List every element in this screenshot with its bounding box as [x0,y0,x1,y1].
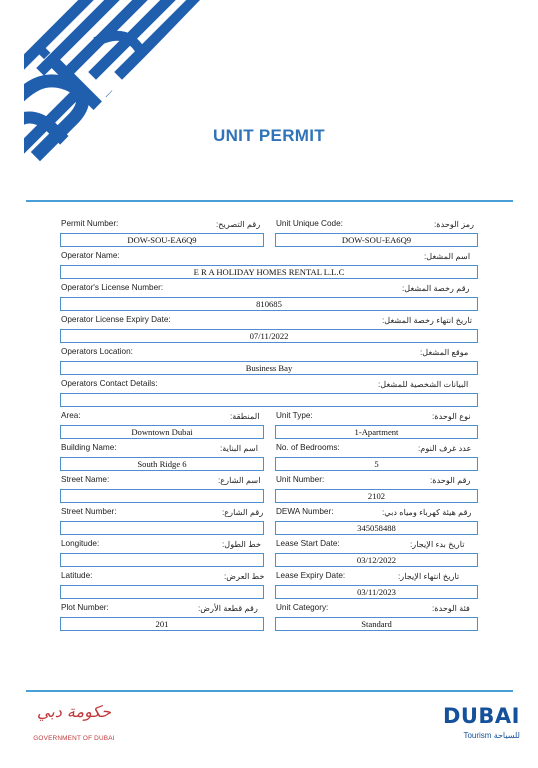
plot-number-label-en: Plot Number: [61,603,109,612]
unit-number-field: 2102 [275,489,478,503]
street-name-label-en: Street Name: [61,475,110,484]
lease-expiry-label-en: Lease Expiry Date: [276,571,346,580]
dewa-number-label-ar: رقم هيئة كهرباء ومياه دبي: [382,508,472,517]
unit-number-label-ar: رقم الوحدة: [430,476,471,485]
field-row [60,329,478,346]
operator-location-label-ar: موقع المشغل: [420,348,469,357]
license-expiry-field: 07/11/2022 [60,329,478,343]
street-name-field [60,489,264,503]
label-row [60,538,478,553]
government-of-dubai-logo [24,700,124,750]
label-row [60,410,478,425]
field-row [60,553,478,570]
license-expiry-label-en: Operator License Expiry Date: [61,315,171,324]
latitude-label-ar: خط العرض: [224,572,265,581]
street-number-label-en: Street Number: [61,507,117,516]
street-number-label-ar: رقم الشارع: [222,508,264,517]
label-row [60,474,478,489]
field-row [60,361,478,378]
operator-name-label-en: Operator Name: [61,251,120,260]
field-row [60,457,478,474]
dewa-number-label-en: DEWA Number: [276,507,334,516]
plot-number-label-ar: رقم قطعة الأرض: [198,604,258,613]
label-row [60,378,478,393]
license-number-label-ar: رقم رخصة المشغل: [402,284,470,293]
latitude-field [60,585,264,599]
longitude-label-en: Longitude: [61,539,100,548]
bedrooms-field: 5 [275,457,478,471]
building-name-label-ar: اسم البناية: [220,444,259,453]
dewa-number-field: 345058488 [275,521,478,535]
unit-code-label-ar: رمز الوحدة: [434,220,475,229]
field-row [60,521,478,538]
unit-type-label-ar: نوع الوحدة: [432,412,471,421]
longitude-label-ar: خط الطول: [222,540,262,549]
field-row [60,265,478,282]
lease-start-label-en: Lease Start Date: [276,539,340,548]
bedrooms-label-ar: عدد غرف النوم: [418,444,472,453]
unit-category-label-ar: فئة الوحدة: [432,604,470,613]
field-row [60,617,478,634]
bedrooms-label-en: No. of Bedrooms: [276,443,340,452]
operator-contact-label-en: Operators Contact Details: [61,379,158,388]
header-divider [26,200,513,202]
field-row [60,585,478,602]
label-row [60,282,478,297]
dubai-calligraphy-logo [0,0,200,190]
street-number-field [60,521,264,535]
unit-type-label-en: Unit Type: [276,411,313,420]
permit-number-label-en: Permit Number: [61,219,119,228]
field-row [60,489,478,506]
field-row [60,297,478,314]
page-title: UNIT PERMIT [213,126,325,145]
area-label-ar: المنطقة: [230,412,260,421]
operator-location-field: Business Bay [60,361,478,375]
label-row [60,314,478,329]
unit-code-field: DOW-SOU-EA6Q9 [275,233,478,247]
lease-expiry-field: 03/11/2023 [275,585,478,599]
label-row [60,602,478,617]
unit-type-field: 1-Apartment [275,425,478,439]
operator-contact-label-ar: البيانات الشخصية للمشغل: [378,380,469,389]
tourism-subtitle [463,731,520,740]
tourism-sub-en: Tourism [463,731,492,740]
operator-location-label-en: Operators Location: [61,347,133,356]
tourism-wordmark: DUBAI [442,704,520,728]
unit-number-label-en: Unit Number: [276,475,325,484]
latitude-label-en: Latitude: [61,571,93,580]
gov-logo-english: GOVERNMENT OF DUBAI [33,735,115,742]
label-row [60,506,478,521]
field-row [60,393,478,410]
license-expiry-label-ar: تاريخ انتهاء رخصة المشغل: [382,316,472,325]
building-name-label-en: Building Name: [61,443,117,452]
label-row [60,218,478,233]
street-name-label-ar: اسم الشارع: [218,476,261,485]
operator-contact-field [60,393,478,407]
lease-expiry-label-ar: تاريخ انتهاء الإيجار: [398,572,460,581]
plot-number-field: 201 [60,617,264,631]
label-row [60,250,478,265]
license-number-field: 810685 [60,297,478,311]
lease-start-field: 03/12/2022 [275,553,478,567]
label-row [60,442,478,457]
footer-divider [26,690,513,692]
lease-start-label-ar: تاريخ بدء الإيجار: [410,540,465,549]
longitude-field [60,553,264,567]
area-field: Downtown Dubai [60,425,264,439]
unit-code-label-en: Unit Unique Code: [276,219,343,228]
field-row [60,233,478,250]
permit-number-field: DOW-SOU-EA6Q9 [60,233,264,247]
field-row [60,425,478,442]
tourism-sub-ar: للسياحة [493,731,520,740]
dubai-tourism-logo [442,704,520,746]
license-number-label-en: Operator's License Number: [61,283,164,292]
permit-form [60,218,478,634]
label-row [60,570,478,585]
area-label-en: Area: [61,411,81,420]
unit-category-label-en: Unit Category: [276,603,329,612]
operator-name-field: E R A HOLIDAY HOMES RENTAL L.L.C [60,265,478,279]
unit-category-field: Standard [275,617,478,631]
building-name-field: South Ridge 6 [60,457,264,471]
gov-logo-arabic: حكومة دبي [36,702,112,721]
permit-number-label-ar: رقم التصريح: [216,220,261,229]
operator-name-label-ar: اسم المشغل: [424,252,471,261]
label-row [60,346,478,361]
